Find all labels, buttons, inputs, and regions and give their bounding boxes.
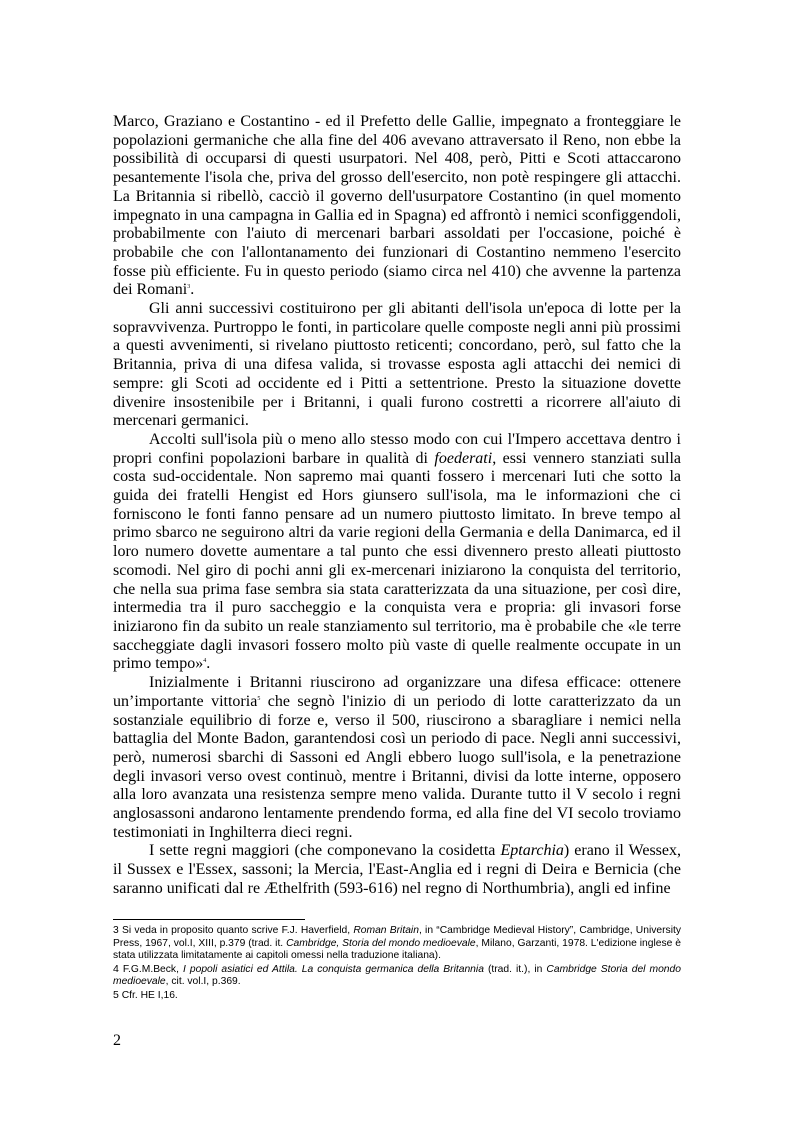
paragraph-3-end: . — [206, 655, 211, 673]
footnote-4-source: Cambridge Storia del mondo medioevale — [113, 963, 681, 988]
footnote-3-text-a: 3 Si veda in proposito quanto scrive F.J. Haverfield, — [113, 925, 354, 936]
footnote-4 — [113, 963, 681, 989]
paragraph-1-text: Marco, Graziano e Costantino - ed il Prefetto delle Gallie, impegnato a fronteggiare le popolazioni germaniche che alla fine del 406 avevano attraversato il Reno, non ebbe la possibilità di occuparsi di questi usurpatori. Nel 408, però, Pitti e Scoti attaccarono pesantemente l'isola che, priva del grosso dell'esercito, non potè respingere gli attacchi. La Britannia si ribellò, cacciò il governo dell'usurpatore Costantino (in quel momento impegnato in una campagna in Gallia ed in Spagna) ed affrontò i nemici sconfiggendoli, probabilmente con l'aiuto di mercenari barbari assoldati per l'occasione, poiché è probabile che con l'allontanamento dei funzionari di Costantino nemmeno l'esercito fosse più efficiente. Fu in questo periodo (siamo circa nel 410) che avvenne la partenza dei Romani — [113, 113, 681, 299]
footnote-3-text-c: , Milano, Garzanti, 1978. L'edizione inglese è stata utilizzata limitatamente ai capitoli omessi nella traduzione italiana). — [113, 937, 681, 962]
footnote-4-author: F.G.M.Beck, — [118, 963, 183, 975]
footnote-3 — [113, 925, 681, 963]
footnote-separator — [113, 919, 305, 920]
footnote-4-number: 4 — [113, 962, 119, 975]
italic-term-foederati: foederati — [434, 449, 493, 467]
footnotes — [113, 925, 681, 1003]
paragraph-3-text-a: Accolti sull'isola più o meno allo stesso modo con cui l'Impero accettava dentro i propri confini popolazioni barbare in qualità di — [113, 430, 681, 467]
footnote-5-number: 5 — [113, 988, 119, 1001]
footnote-3-title: Roman Britain — [353, 925, 419, 936]
paragraph-3 — [113, 431, 681, 674]
footnote-4-text-b: , cit. vol.I, p.369. — [165, 976, 241, 988]
body-text — [113, 113, 681, 899]
footnote-ref-5[interactable]: 5 — [257, 695, 261, 702]
footnote-4-text-a: (trad. it.), in — [483, 963, 547, 975]
paragraph-2: Gli anni successivi costituirono per gli abitanti dell'isola un'epoca di lotte per la sopravvivenza. Purtroppo le fonti, in particolare quelle composte negli anni più prossimi a questi avvenimenti, si rivelano piuttosto reticenti; concordano, però, sul fatto che la Britannia, priva di una difesa valida, si trovasse esposta agli attacchi dei nemici di sempre: gli Scoti ad occidente ed i Pitti a settentrione. Presto la situazione dovette divenire insostenibile per i Britanni, i quali furono costretti a ricorrere all'aiuto di mercenari germanici. — [113, 300, 681, 430]
footnote-5-text: Cfr. HE I,16. — [118, 989, 178, 1001]
paragraph-5 — [113, 842, 681, 898]
footnote-4-title: I popoli asiatici ed Attila. La conquista germanica della Britannia — [182, 963, 484, 975]
paragraph-1 — [113, 113, 681, 300]
paragraph-4 — [113, 674, 681, 842]
paragraph-1-end: . — [190, 281, 195, 299]
footnote-ref-3[interactable]: 3 — [187, 284, 191, 291]
paragraph-5-text-a: I sette regni maggiori (che componevano la cosidetta — [149, 842, 501, 860]
footnote-3-title-it: Cambridge, Storia del mondo medioevale — [286, 937, 476, 949]
paragraph-4-text-b: che segnò l'inizio di un periodo di lotte caratterizzato da un sostanziale equilibrio di forze e, verso il 500, riuscirono a sbaragliare i nemici nella battaglia del Monte Badon, garantendosi così un periodo di pace. Negli anni successivi, però, numerosi sbarchi di Sassoni ed Angli ebbero luogo sull'isola, e la penetrazione degli invasori verso ovest continuò, mentre i Britanni, divisi da lotte interne, opposero alla loro avanzata una resistenza sempre meno valida. Durante tutto il V secolo i regni anglosassoni andarono lentamente prendendo forma, ed alla fine del VI secolo troviamo testimoniati in Inghilterra dieci regni. — [113, 692, 682, 841]
italic-term-eptarchia: Eptarchia — [500, 842, 564, 860]
footnote-3-text-b: , in “Cambridge Medieval History”, Cambridge, University Press, 1967, vol.I, XIII, p.379 (trad. it. — [113, 925, 681, 949]
footnote-5 — [113, 989, 681, 1003]
footnote-ref-4[interactable]: 4 — [203, 658, 207, 665]
paragraph-5-text-b: ) erano il Wessex, il Sussex e l'Essex, sassoni; la Mercia, l'East-Anglia ed i regni di Deira e Bernicia (che saranno unificati dal re Æthelfrith (593-616) nel regno di Northumbria), angli ed infine — [113, 842, 682, 897]
paragraph-3-text-b: , essi vennero stanziati sulla costa sud-occidentale. Non sapremo mai quanti fossero i mercenari Iuti che sotto la guida dei fratelli Hengist ed Hors giunsero sull'isola, ma le informazioni che ci forniscono le fonti fanno pensare ad un numero piuttosto limitato. In breve tempo al primo sbarco ne seguirono altri da varie regioni della Germania e della Danimarca, ed il loro numero dovette aumentare a tal punto che essi divennero presto alleati piuttosto scomodi. Nel giro di pochi anni gli ex-mercenari iniziarono la conquista del territorio, che nella sua prima fase sembra sia stata caratterizzata da una situazione, per così dire, intermedia tra il puro saccheggio e la conquista vera e propria: gli invasori forse iniziarono fin da subito un reale stanziamento sul territorio, ma è probabile che «le terre saccheggiate dagli invasori fossero molto più vaste di quelle realmente occupate in un primo tempo» — [113, 449, 681, 673]
paragraph-4-text-a: Inizialmente i Britanni riuscirono ad organizzare una difesa efficace: ottenere un’importante vittoria — [113, 674, 681, 710]
page-number: 2 — [113, 1032, 121, 1049]
